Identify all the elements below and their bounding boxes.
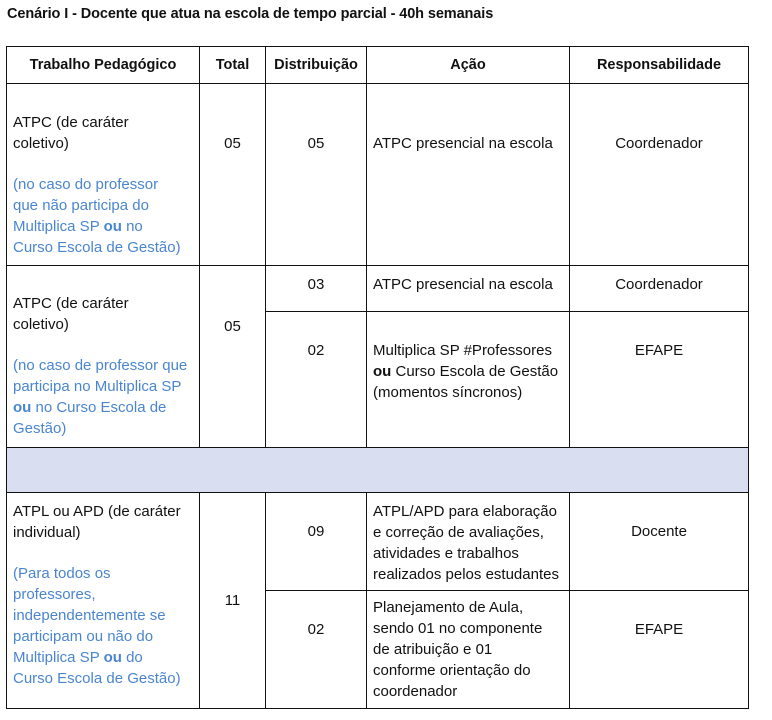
table-row	[7, 84, 749, 266]
trabalho-note: participa no Multiplica SP	[13, 378, 182, 395]
acao-cell	[367, 493, 570, 591]
trabalho-note: (no caso do professor	[13, 176, 159, 193]
responsabilidade-cell: Coordenador	[570, 266, 749, 312]
trabalho-note: que não participa do	[13, 197, 149, 214]
acao-text: Curso Escola de Gestão	[391, 363, 559, 380]
acao-line: e correção de avaliações,	[373, 524, 544, 541]
trabalho-label: coletivo)	[13, 316, 69, 333]
schedule-table	[6, 46, 749, 709]
note-or: ou	[13, 399, 32, 416]
separator-row	[7, 448, 749, 493]
trabalho-cell	[7, 493, 200, 709]
note-text: Multiplica SP	[13, 218, 104, 235]
acao-line	[373, 361, 563, 382]
note-text: do	[121, 649, 143, 666]
acao-line: ATPL/APD para elaboração	[373, 503, 557, 520]
acao-line: conforme orientação do	[373, 662, 531, 679]
trabalho-note: (no caso de professor que	[13, 357, 188, 374]
responsabilidade-cell: Docente	[570, 493, 749, 591]
page-title: Cenário I - Docente que atua na escola de tempo parcial - 40h semanais	[7, 6, 494, 22]
acao-or: ou	[373, 363, 392, 380]
trabalho-note: participam ou não do	[13, 628, 154, 645]
total-cell: 11	[200, 493, 266, 709]
distribuicao-cell: 03	[266, 266, 367, 312]
header-trabalho: Trabalho Pedagógico	[7, 47, 200, 84]
header-responsabilidade: Responsabilidade	[570, 47, 749, 84]
acao-line: atividades e trabalhos	[373, 545, 519, 562]
distribuicao-cell: 02	[266, 312, 367, 448]
acao-line: sendo 01 no componente	[373, 620, 543, 637]
header-distribuicao: Distribuição	[266, 47, 367, 84]
acao-cell: ATPC presencial na escola	[367, 84, 570, 266]
trabalho-note	[13, 647, 193, 668]
trabalho-note: Curso Escola de Gestão)	[13, 239, 181, 256]
total-cell: 05	[200, 84, 266, 266]
trabalho-label: coletivo)	[13, 135, 69, 152]
trabalho-note: independentemente se	[13, 607, 166, 624]
note-or: ou	[103, 218, 122, 235]
trabalho-label: ATPC (de caráter	[13, 295, 129, 312]
responsabilidade-cell: EFAPE	[570, 312, 749, 448]
trabalho-note	[13, 397, 193, 418]
separator-band	[7, 448, 749, 493]
acao-line: de atribuição e 01	[373, 641, 493, 658]
acao-cell	[367, 312, 570, 448]
header-acao: Ação	[367, 47, 570, 84]
trabalho-note: Curso Escola de Gestão)	[13, 670, 181, 687]
trabalho-cell	[7, 266, 200, 448]
acao-line: Planejamento de Aula,	[373, 599, 524, 616]
acao-cell	[367, 591, 570, 709]
note-text: no	[121, 218, 143, 235]
trabalho-label: ATPC (de caráter	[13, 114, 129, 131]
total-cell: 05	[200, 266, 266, 448]
table-row	[7, 493, 749, 591]
table-row	[7, 266, 749, 312]
responsabilidade-cell: Coordenador	[570, 84, 749, 266]
header-total: Total	[200, 47, 266, 84]
acao-line: Multiplica SP #Professores	[373, 342, 552, 359]
note-or: ou	[103, 649, 122, 666]
acao-line: realizados pelos estudantes	[373, 566, 559, 583]
acao-cell: ATPC presencial na escola	[367, 266, 570, 312]
distribuicao-cell: 02	[266, 591, 367, 709]
acao-line: (momentos síncronos)	[373, 384, 523, 401]
header-row	[7, 47, 749, 84]
distribuicao-cell: 09	[266, 493, 367, 591]
note-text: no Curso Escola de	[31, 399, 167, 416]
note-text: Multiplica SP	[13, 649, 104, 666]
distribuicao-cell: 05	[266, 84, 367, 266]
trabalho-label: ATPL ou APD (de caráter	[13, 503, 181, 520]
trabalho-cell	[7, 84, 200, 266]
trabalho-note	[13, 216, 193, 237]
acao-line: coordenador	[373, 683, 458, 700]
responsabilidade-cell: EFAPE	[570, 591, 749, 709]
trabalho-note: Gestão)	[13, 420, 67, 437]
trabalho-note: professores,	[13, 586, 96, 603]
trabalho-note: (Para todos os	[13, 565, 111, 582]
trabalho-label: individual)	[13, 524, 81, 541]
